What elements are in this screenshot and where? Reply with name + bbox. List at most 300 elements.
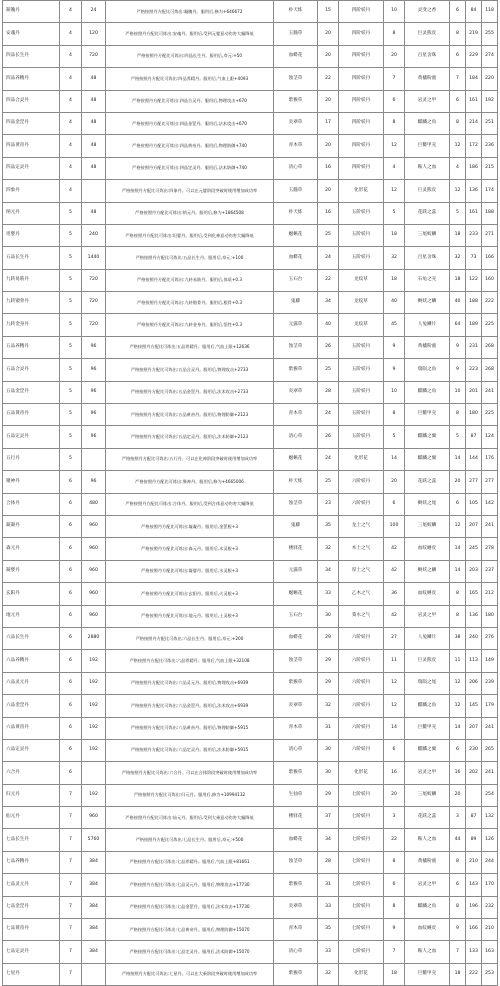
cell-description: 严格按照丹方配比可炼出:合体丹。服用后,受到合体意动伤害大幅降低 [106, 493, 274, 515]
table-row [3, 45, 498, 67]
cell-grade: 4 [60, 45, 82, 67]
cell-value-a: 180 [466, 404, 482, 426]
table-row [3, 560, 498, 582]
cell-beast-qty: 12 [450, 515, 466, 537]
cell-main-herb-qty: 40 [318, 314, 339, 336]
cell-value-b: 253 [482, 963, 498, 985]
cell-value-b: 142 [482, 493, 498, 515]
cell-value-a: 186 [466, 157, 482, 179]
cell-pill-name: 玄阳丹 [3, 583, 60, 605]
cell-value-a: 210 [466, 851, 482, 873]
cell-beast-qty: 6 [450, 90, 466, 112]
cell-main-herb: 紫猴草 [274, 90, 318, 112]
cell-beast-material: 血纹蚺皮 [405, 538, 450, 560]
cell-description: 严格按照丹方配比可炼出:六品灵元丹。服用后,物理攻击+6939 [106, 672, 274, 694]
cell-beast-material: 巨鳖甲壳 [405, 135, 450, 157]
cell-main-herb: 炎翠草 [274, 695, 318, 717]
cell-main-herb-qty: 20 [318, 135, 339, 157]
table-row [3, 269, 498, 291]
cell-beast-material: 鲥妖之鳞 [405, 292, 450, 314]
cell-main-herb: 玉髓草 [274, 23, 318, 45]
cell-value-a: 165 [466, 583, 482, 605]
cell-price: 720 [82, 269, 106, 291]
cell-beast-material: 麒麟之角 [405, 381, 450, 403]
cell-aux-qty: 8 [384, 896, 405, 918]
table-row [3, 23, 498, 45]
cell-beast-material: 瑞陨之尾 [405, 672, 450, 694]
cell-description: 严格按照丹方配比可炼出:七星丹。可以在大乘阶段突破时使用增加成功率 [106, 963, 274, 985]
table-row [3, 650, 498, 672]
cell-aux-qty: 40 [384, 292, 405, 314]
cell-beast-qty: 14 [450, 448, 466, 470]
cell-value-a: 172 [466, 135, 482, 157]
cell-description: 严格按照丹方配比可炼出:七品黄帝丹。服用后,物理防御+15070 [106, 919, 274, 941]
cell-beast-material: 百星舍珠 [405, 45, 450, 67]
cell-main-herb: 蜒蜥花 [274, 224, 318, 246]
cell-grade: 6 [60, 493, 82, 515]
cell-description: 严格按照丹方配比可炼出:归元丹。服用后,修为+10994132 [106, 784, 274, 806]
cell-grade: 5 [60, 247, 82, 269]
cell-description: 严格按照丹方配比可炼出:六品金罡丹。服用后,法术攻击+6939 [106, 695, 274, 717]
cell-pill-name: 四品长生丹 [3, 45, 60, 67]
cell-pill-name: 四品养精丹 [3, 68, 60, 90]
cell-main-herb-qty: 22 [318, 68, 339, 90]
cell-beast-qty: 8 [450, 583, 466, 605]
cell-value-b: 124 [482, 426, 498, 448]
cell-description: 严格按照丹方配比可炼出:五品长生丹。服用后,寿元:+100 [106, 247, 274, 269]
cell-main-herb: 紫猴草 [274, 672, 318, 694]
cell-grade: 4 [60, 157, 82, 179]
cell-grade: 5 [60, 426, 82, 448]
cell-grade: 4 [60, 23, 82, 45]
cell-value-b: 251 [482, 112, 498, 134]
cell-grade: 6 [60, 471, 82, 493]
cell-main-herb-qty: 29 [318, 627, 339, 649]
cell-value-a: 161 [466, 90, 482, 112]
cell-value-b: 132 [482, 807, 498, 829]
cell-aux-material: 五阶妖丹 [339, 381, 384, 403]
cell-value-b: 254 [482, 784, 498, 806]
cell-grade: 5 [60, 404, 82, 426]
cell-description: 严格按照丹方配比可炼出:七品金罡丹。服用后,法术攻击+17730 [106, 896, 274, 918]
cell-grade: 5 [60, 448, 82, 470]
cell-value-a: 113 [466, 650, 482, 672]
cell-aux-qty: 6 [384, 739, 405, 761]
cell-beast-material: 人兔鳞片 [405, 314, 450, 336]
cell-price: 96 [82, 336, 106, 358]
cell-main-herb-qty: 15 [318, 1, 339, 23]
cell-value-b: 241 [482, 515, 498, 537]
cell-main-herb: 蚀茎草 [274, 336, 318, 358]
cell-price: 48 [82, 68, 106, 90]
cell-beast-qty: 8 [450, 605, 466, 627]
cell-value-b: 174 [482, 180, 498, 202]
cell-beast-qty: 44 [450, 829, 466, 851]
cell-value-b: 265 [482, 739, 498, 761]
cell-aux-material: 六阶妖丹 [339, 471, 384, 493]
cell-price: 720 [82, 292, 106, 314]
cell-main-herb: 炎翠草 [274, 381, 318, 403]
cell-value-a: 219 [466, 23, 482, 45]
cell-main-herb-qty: 16 [318, 157, 339, 179]
cell-main-herb-qty: 35 [318, 919, 339, 941]
cell-price: 384 [82, 851, 106, 873]
cell-main-herb-qty: 34 [318, 829, 339, 851]
cell-aux-qty: 4 [384, 157, 405, 179]
cell-description: 严格按照丹方配比可炼出:五品合灵丹。服用后,物理攻击+2733 [106, 359, 274, 381]
cell-beast-material: 巨鳖甲壳 [405, 717, 450, 739]
cell-description: 严格按照丹方配比可炼出:五行丹。可以在化神阶段突破时使用增加成功率 [106, 448, 274, 470]
cell-aux-material: 木土之气 [339, 538, 384, 560]
cell-grade: 4 [60, 112, 82, 134]
cell-main-herb-qty: 25 [318, 224, 339, 246]
cell-description: 严格按照丹方配比可炼出:玄阳丹。服用后,火灵根+3 [106, 583, 274, 605]
cell-value-b: 192 [482, 90, 498, 112]
cell-value-a: 189 [466, 314, 482, 336]
cell-aux-qty: 42 [384, 560, 405, 582]
cell-pill-name: 七品定灵丹 [3, 941, 60, 963]
cell-value-b: 241 [482, 381, 498, 403]
cell-price: 2880 [82, 627, 106, 649]
cell-beast-material: 麒麟之角 [405, 896, 450, 918]
cell-value-b: 278 [482, 538, 498, 560]
table-row [3, 963, 498, 985]
cell-main-herb: 元露草 [274, 560, 318, 582]
cell-pill-name: 合体丹 [3, 493, 60, 515]
cell-price: 96 [82, 404, 106, 426]
table-row [3, 381, 498, 403]
cell-beast-material: 黄橘粉液 [405, 336, 450, 358]
cell-main-herb: 清心草 [274, 426, 318, 448]
cell-aux-material: 七阶妖丹 [339, 941, 384, 963]
cell-main-herb: 朴天炼 [274, 471, 318, 493]
cell-beast-qty: 64 [450, 314, 466, 336]
cell-grade: 6 [60, 627, 82, 649]
cell-pill-name: 六品长生丹 [3, 627, 60, 649]
cell-description: 严格按照丹方配比可炼出:凝魄丹。服用后,修为+646672 [106, 1, 274, 23]
cell-beast-material: 麒麟之翼 [405, 448, 450, 470]
cell-value-a: 166 [466, 919, 482, 941]
cell-beast-material: 麒麟之角 [405, 695, 450, 717]
cell-price: 384 [82, 874, 106, 896]
cell-beast-material: 三尾蛟鳞 [405, 224, 450, 246]
cell-main-herb: 楼驿花 [274, 807, 318, 829]
cell-main-herb-qty: 31 [318, 874, 339, 896]
cell-beast-qty: 12 [450, 672, 466, 694]
cell-main-herb: 蜒蜥花 [274, 583, 318, 605]
cell-beast-qty: 3 [450, 807, 466, 829]
cell-beast-qty: 14 [450, 538, 466, 560]
cell-main-herb-qty: 32 [318, 963, 339, 985]
cell-value-b: 225 [482, 314, 498, 336]
cell-value-a: 207 [466, 717, 482, 739]
cell-main-herb: 青木草 [274, 919, 318, 941]
cell-price: 48 [82, 157, 106, 179]
cell-aux-material: 四阶妖丹 [339, 45, 384, 67]
cell-grade: 5 [60, 381, 82, 403]
cell-description: 严格按照丹方配比可炼出:七品灵元丹。服用后,物理攻击+17730 [106, 874, 274, 896]
cell-beast-material: 巨灵熊皮 [405, 650, 450, 672]
cell-main-herb: 楼驿花 [274, 538, 318, 560]
cell-aux-material: 六阶妖丹 [339, 695, 384, 717]
cell-value-b: 271 [482, 224, 498, 246]
cell-main-herb: 炎翠草 [274, 112, 318, 134]
cell-aux-qty: 10 [384, 381, 405, 403]
table-row [3, 247, 498, 269]
cell-main-herb-qty: 33 [318, 941, 339, 963]
table-row [3, 717, 498, 739]
cell-value-b: 236 [482, 135, 498, 157]
table-row [3, 851, 498, 873]
cell-beast-qty: 9 [450, 359, 466, 381]
cell-value-a: 222 [466, 963, 482, 985]
cell-aux-qty: 27 [384, 627, 405, 649]
cell-beast-material: 人兔鳞片 [405, 627, 450, 649]
cell-main-herb: 蚀茎草 [274, 493, 318, 515]
cell-description: 严格按照丹方配比可炼出:地元丹。服用后,土灵根+3 [106, 605, 274, 627]
cell-grade: 7 [60, 784, 82, 806]
table-row [3, 627, 498, 649]
cell-value-a: 145 [466, 695, 482, 717]
cell-aux-material: 龙纹草 [339, 269, 384, 291]
cell-aux-material: 六阶妖丹 [339, 739, 384, 761]
cell-value-a: 144 [466, 448, 482, 470]
cell-value-b: 179 [482, 695, 498, 717]
cell-beast-qty: 11 [450, 650, 466, 672]
table-row [3, 493, 498, 515]
cell-main-herb-qty: 33 [318, 896, 339, 918]
cell-beast-qty: 32 [450, 247, 466, 269]
cell-main-herb: 青木草 [274, 717, 318, 739]
cell-main-herb: 血蟒花 [274, 627, 318, 649]
cell-aux-qty: 14 [384, 717, 405, 739]
cell-beast-material: 百星舍珠 [405, 247, 450, 269]
cell-main-herb-qty: 24 [318, 448, 339, 470]
cell-pill-name: 五品长生丹 [3, 247, 60, 269]
cell-aux-material: 四阶妖丹 [339, 1, 384, 23]
cell-pill-name: 四象丹 [3, 180, 60, 202]
cell-pill-name: 六品养精丹 [3, 650, 60, 672]
table-row [3, 941, 498, 963]
cell-main-herb: 生仙草 [274, 784, 318, 806]
cell-price: 48 [82, 135, 106, 157]
cell-price: 720 [82, 45, 106, 67]
cell-aux-material: 六阶妖丹 [339, 627, 384, 649]
cell-main-herb: 蚀茎草 [274, 68, 318, 90]
cell-main-herb: 鬼藤 [274, 292, 318, 314]
cell-beast-qty: 8 [450, 23, 466, 45]
cell-beast-material: 岩灵之甲 [405, 874, 450, 896]
cell-description: 严格按照丹方配比可炼出:聚神丹。服用后,修为+4665006 [106, 471, 274, 493]
cell-aux-qty: 8 [384, 851, 405, 873]
cell-aux-qty: 8 [384, 404, 405, 426]
cell-value-b: 149 [482, 650, 498, 672]
cell-main-herb-qty: 30 [318, 762, 339, 784]
cell-main-herb: 血蟒花 [274, 247, 318, 269]
cell-pill-name: 四品定灵丹 [3, 157, 60, 179]
cell-aux-material: 五阶妖丹 [339, 202, 384, 224]
cell-pill-name: 五品定灵丹 [3, 426, 60, 448]
cell-aux-qty: 20 [384, 45, 405, 67]
cell-aux-material: 五阶妖丹 [339, 359, 384, 381]
pill-recipe-table [2, 0, 498, 986]
cell-beast-qty: 18 [450, 269, 466, 291]
cell-aux-material: 五阶妖丹 [339, 336, 384, 358]
cell-beast-material: 岩灵之甲 [405, 762, 450, 784]
cell-value-a: 202 [466, 762, 482, 784]
cell-aux-qty: 8 [384, 23, 405, 45]
cell-beast-material: 鲥妖之鳞 [405, 560, 450, 582]
cell-beast-qty: 6 [450, 874, 466, 896]
cell-pill-name: 五行丹 [3, 448, 60, 470]
cell-description: 严格按照丹方配比可炼出:四象丹。可以在元婴阶段突破时使用增加成功率 [106, 180, 274, 202]
cell-beast-qty: 9 [450, 336, 466, 358]
cell-beast-material: 花跃之蕊 [405, 202, 450, 224]
table-row [3, 515, 498, 537]
cell-aux-qty: 16 [384, 762, 405, 784]
cell-beast-qty: 14 [450, 560, 466, 582]
cell-aux-qty: 20 [384, 784, 405, 806]
cell-grade: 4 [60, 1, 82, 23]
cell-description: 严格按照丹方配比可炼出:五品金罡丹。服用后,法术攻击+2733 [106, 381, 274, 403]
cell-value-a: 87 [466, 426, 482, 448]
cell-beast-qty: 9 [450, 919, 466, 941]
cell-value-b: 212 [482, 583, 498, 605]
cell-aux-qty: 32 [384, 247, 405, 269]
cell-aux-material: 五阶妖丹 [339, 404, 384, 426]
cell-value-a: 136 [466, 180, 482, 202]
table-row [3, 180, 498, 202]
cell-value-a: 188 [466, 292, 482, 314]
cell-price: 192 [82, 717, 106, 739]
cell-value-b: 180 [482, 605, 498, 627]
cell-beast-qty: 10 [450, 381, 466, 403]
cell-beast-qty: 18 [450, 963, 466, 985]
cell-pill-name: 七星丹 [3, 963, 60, 985]
cell-main-herb-qty: 24 [318, 247, 339, 269]
cell-value-a: 206 [466, 672, 482, 694]
cell-price: 192 [82, 695, 106, 717]
cell-main-herb: 玉石台 [274, 605, 318, 627]
cell-main-herb: 清心草 [274, 941, 318, 963]
cell-aux-qty: 12 [384, 135, 405, 157]
cell-main-herb: 朴天炼 [274, 1, 318, 23]
cell-grade: 7 [60, 896, 82, 918]
cell-aux-qty: 36 [384, 583, 405, 605]
cell-main-herb: 炎翠草 [274, 896, 318, 918]
cell-beast-qty: 38 [450, 627, 466, 649]
cell-aux-qty: 6 [384, 493, 405, 515]
cell-price: 96 [82, 359, 106, 381]
cell-grade: 6 [60, 672, 82, 694]
cell-beast-material: 巨灵熊皮 [405, 180, 450, 202]
cell-value-b: 276 [482, 627, 498, 649]
cell-value-b: 241 [482, 762, 498, 784]
cell-aux-material: 四阶妖丹 [339, 68, 384, 90]
cell-beast-qty: 20 [450, 784, 466, 806]
cell-price: 960 [82, 538, 106, 560]
cell-beast-material: 血纹蚺皮 [405, 583, 450, 605]
cell-pill-name: 七品灵元丹 [3, 874, 60, 896]
cell-beast-qty: 5 [450, 426, 466, 448]
cell-grade: 4 [60, 68, 82, 90]
cell-price: 96 [82, 471, 106, 493]
table-row [3, 605, 498, 627]
cell-main-herb: 紫猴草 [274, 762, 318, 784]
cell-aux-material: 七阶妖丹 [339, 829, 384, 851]
cell-description: 严格按照丹方配比可炼出:九转易筋丹。服用后,体质+0.3 [106, 269, 274, 291]
cell-value-b: 241 [482, 717, 498, 739]
table-row [3, 90, 498, 112]
cell-beast-material: 黄橘粉液 [405, 851, 450, 873]
cell-beast-material: 血纹蚺皮 [405, 919, 450, 941]
cell-aux-qty: 14 [384, 448, 405, 470]
cell-description: 严格按照丹方配比可炼出:坦婴丹。服用后,受到化神意动伤害大幅降低 [106, 224, 274, 246]
cell-value-b: 126 [482, 829, 498, 851]
cell-aux-material: 龙纹草 [339, 292, 384, 314]
cell-beast-qty: 5 [450, 202, 466, 224]
cell-beast-qty: 6 [450, 1, 466, 23]
cell-grade: 7 [60, 807, 82, 829]
cell-aux-material: 化形花 [339, 448, 384, 470]
cell-value-a: 161 [466, 202, 482, 224]
cell-grade: 6 [60, 695, 82, 717]
cell-main-herb: 玉石台 [274, 269, 318, 291]
cell-pill-name: 九转易筋丹 [3, 269, 60, 291]
cell-main-herb-qty: 25 [318, 471, 339, 493]
table-row [3, 829, 498, 851]
cell-pill-name: 四品金罡丹 [3, 112, 60, 134]
table-row [3, 1, 498, 23]
cell-price: 192 [82, 784, 106, 806]
cell-price: 120 [82, 23, 106, 45]
cell-main-herb: 玉髓草 [274, 180, 318, 202]
cell-beast-material: 鞍人之血 [405, 941, 450, 963]
table-row [3, 784, 498, 806]
cell-aux-qty: 22 [384, 829, 405, 851]
cell-aux-qty: 10 [384, 1, 405, 23]
cell-aux-material: 化形花 [339, 963, 384, 985]
cell-beast-qty: 40 [450, 292, 466, 314]
cell-grade: 6 [60, 650, 82, 672]
cell-value-a: 201 [466, 381, 482, 403]
cell-description: 严格按照丹方配比可炼出:四品长生丹。服用后,寿元:+50 [106, 45, 274, 67]
cell-value-b: 118 [482, 1, 498, 23]
cell-pill-name: 凝凝丹 [3, 515, 60, 537]
cell-grade: 7 [60, 963, 82, 985]
cell-price: 384 [82, 896, 106, 918]
cell-aux-qty: 18 [384, 269, 405, 291]
cell-beast-material: 灵变之香 [405, 1, 450, 23]
cell-main-herb-qty: 28 [318, 851, 339, 873]
cell-grade: 7 [60, 919, 82, 941]
cell-aux-material: 五阶妖丹 [339, 426, 384, 448]
cell-main-herb-qty: 33 [318, 583, 339, 605]
table-row [3, 135, 498, 157]
cell-price: 96 [82, 381, 106, 403]
cell-value-a: 233 [466, 224, 482, 246]
cell-main-herb: 蚀茎草 [274, 851, 318, 873]
cell-main-herb-qty: 20 [318, 45, 339, 67]
cell-price: 960 [82, 515, 106, 537]
cell-aux-material: 七阶妖丹 [339, 807, 384, 829]
cell-beast-material: 鲥妖之尾 [405, 493, 450, 515]
cell-aux-material: 五阶妖丹 [339, 224, 384, 246]
cell-beast-qty: 8 [450, 851, 466, 873]
table-row [3, 448, 498, 470]
cell-price: 720 [82, 314, 106, 336]
cell-value-a: 136 [466, 605, 482, 627]
